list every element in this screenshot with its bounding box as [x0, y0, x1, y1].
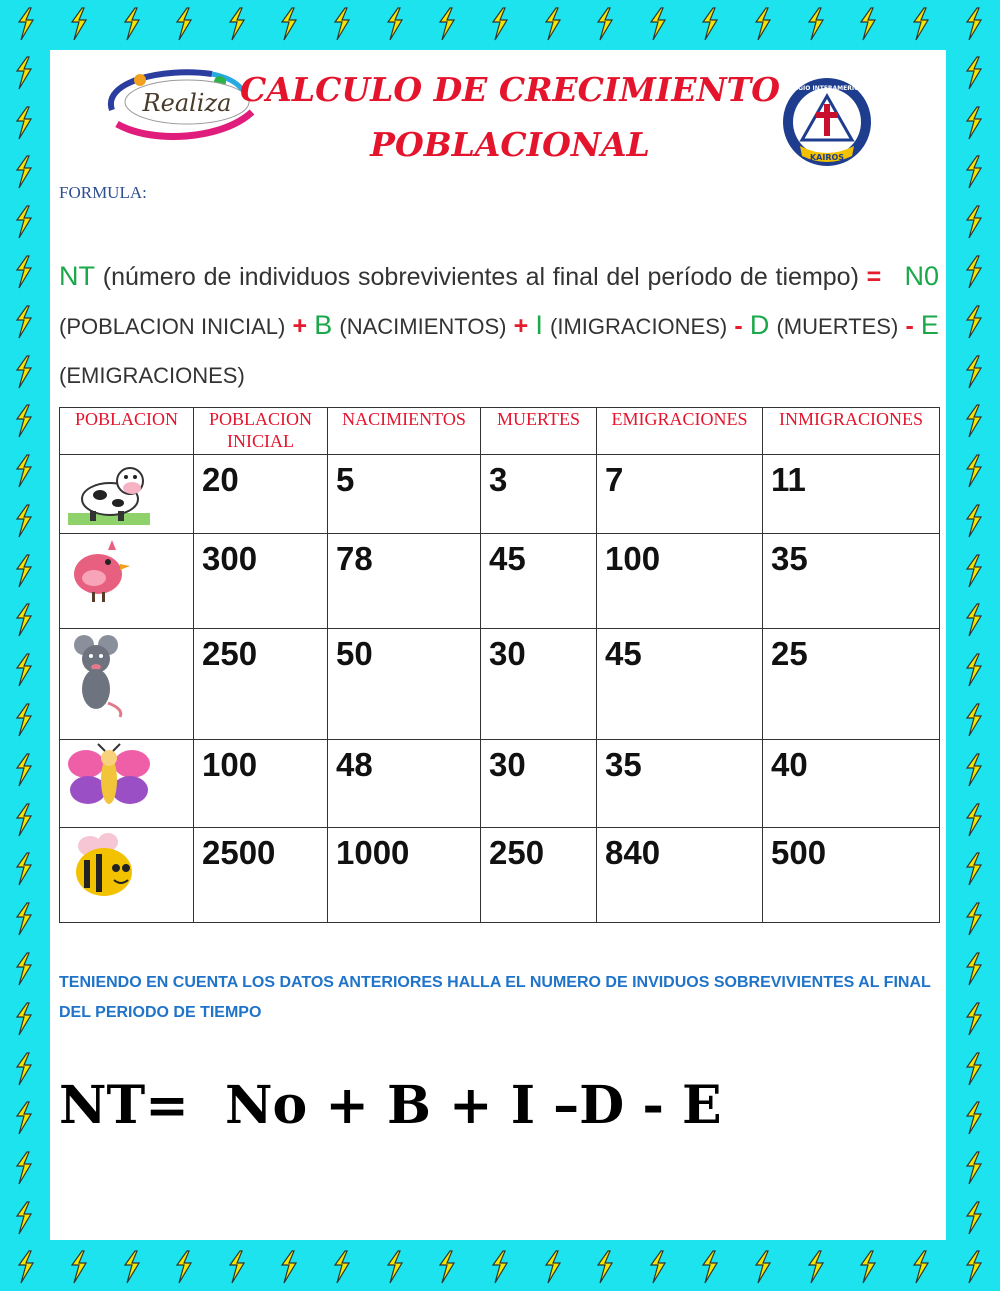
lightning-bolt-icon — [963, 952, 985, 986]
operator-equals: = — [866, 263, 882, 291]
lightning-bolt-icon — [963, 255, 985, 289]
lightning-bolt-icon — [13, 603, 35, 637]
lightning-bolt-icon — [13, 1151, 35, 1185]
lightning-bolt-icon — [963, 454, 985, 488]
lightning-bolt-icon — [857, 7, 879, 41]
cell-value: 50 — [328, 629, 481, 740]
lightning-bolt-icon — [963, 902, 985, 936]
cell-value: 3 — [481, 455, 597, 534]
cell-value: 100 — [597, 534, 763, 629]
lightning-bolt-icon — [594, 7, 616, 41]
header-nacimientos: NACIMIENTOS — [328, 408, 481, 455]
seal-text: KAIROS — [809, 153, 845, 162]
lightning-bolt-icon — [15, 7, 37, 41]
seal-ring-text: COLEGIO INTERAMERICANO — [780, 85, 874, 92]
cell-value: 25 — [763, 629, 940, 740]
d-description: (MUERTES) — [776, 314, 899, 339]
table-row — [60, 828, 940, 923]
table-row — [60, 629, 940, 740]
lightning-bolt-icon — [436, 1250, 458, 1284]
lightning-bolt-icon — [13, 1052, 35, 1086]
cell-value: 250 — [481, 828, 597, 923]
lightning-bolt-icon — [752, 7, 774, 41]
border-right — [950, 48, 998, 1243]
lightning-bolt-icon — [963, 106, 985, 140]
lightning-bolt-icon — [857, 1250, 879, 1284]
cell-value: 11 — [763, 455, 940, 534]
lightning-bolt-icon — [910, 1250, 932, 1284]
lightning-bolt-icon — [13, 852, 35, 886]
lightning-bolt-icon — [13, 205, 35, 239]
table-header-row — [60, 408, 940, 455]
cell-value: 48 — [328, 740, 481, 828]
n0-description: (POBLACION INICIAL) — [59, 314, 286, 339]
title-line-2: POBLACIONAL — [370, 125, 650, 164]
lightning-bolt-icon — [278, 1250, 300, 1284]
lightning-bolt-icon — [963, 355, 985, 389]
lightning-bolt-icon — [13, 703, 35, 737]
lightning-bolt-icon — [13, 255, 35, 289]
lightning-bolt-icon — [963, 703, 985, 737]
lightning-bolt-icon — [331, 7, 353, 41]
lightning-bolt-icon — [13, 106, 35, 140]
cell-value: 20 — [194, 455, 328, 534]
lightning-bolt-icon — [13, 753, 35, 787]
lightning-bolt-icon — [542, 7, 564, 41]
cell-value: 2500 — [194, 828, 328, 923]
header-emigraciones: EMIGRACIONES — [597, 408, 763, 455]
lightning-bolt-icon — [13, 155, 35, 189]
rat-icon — [64, 631, 130, 719]
cell-value: 840 — [597, 828, 763, 923]
lightning-bolt-icon — [13, 554, 35, 588]
cell-value: 1000 — [328, 828, 481, 923]
lightning-bolt-icon — [13, 56, 35, 90]
header-poblacion-inicial: POBLACION INICIAL — [194, 408, 328, 455]
formula-label: FORMULA: — [59, 183, 147, 202]
lightning-bolt-icon — [68, 1250, 90, 1284]
border-left — [0, 48, 48, 1243]
cell-value: 30 — [481, 740, 597, 828]
lightning-bolt-icon — [647, 7, 669, 41]
lightning-bolt-icon — [226, 1250, 248, 1284]
lightning-bolt-icon — [963, 753, 985, 787]
butterfly-icon — [64, 742, 154, 810]
operator-plus-2: + — [513, 312, 529, 340]
animal-cell — [60, 534, 194, 629]
lightning-bolt-icon — [13, 1101, 35, 1135]
cell-value: 45 — [597, 629, 763, 740]
symbol-b: B — [314, 310, 333, 340]
lightning-bolt-icon — [436, 7, 458, 41]
lightning-bolt-icon — [13, 902, 35, 936]
lightning-bolt-icon — [489, 1250, 511, 1284]
header-muertes: MUERTES — [481, 408, 597, 455]
border-bottom — [0, 1243, 1000, 1291]
lightning-bolt-icon — [963, 56, 985, 90]
lightning-bolt-icon — [121, 7, 143, 41]
header-inmigraciones: INMIGRACIONES — [763, 408, 940, 455]
lightning-bolt-icon — [13, 454, 35, 488]
operator-plus-1: + — [292, 312, 308, 340]
lightning-bolt-icon — [963, 1101, 985, 1135]
animal-cell — [60, 740, 194, 828]
lightning-bolt-icon — [963, 305, 985, 339]
lightning-bolt-icon — [13, 504, 35, 538]
animal-cell — [60, 828, 194, 923]
lightning-bolt-icon — [489, 7, 511, 41]
lightning-bolt-icon — [963, 1151, 985, 1185]
lightning-bolt-icon — [121, 1250, 143, 1284]
symbol-i: I — [535, 310, 543, 340]
cell-value: 100 — [194, 740, 328, 828]
lightning-bolt-icon — [963, 404, 985, 438]
lightning-bolt-icon — [963, 852, 985, 886]
bird-icon — [64, 536, 134, 606]
symbol-n0: N0 — [904, 261, 939, 291]
cell-value: 45 — [481, 534, 597, 629]
lightning-bolt-icon — [963, 1250, 985, 1284]
table-row — [60, 455, 940, 534]
lightning-bolt-icon — [963, 205, 985, 239]
lightning-bolt-icon — [963, 1002, 985, 1036]
worksheet — [50, 50, 946, 1240]
school-seal-logo — [772, 76, 882, 168]
nt-equation: NT= No + B + I –D - E — [59, 1075, 722, 1136]
lightning-bolt-icon — [963, 603, 985, 637]
lightning-bolt-icon — [173, 1250, 195, 1284]
cell-value: 300 — [194, 534, 328, 629]
lightning-bolt-icon — [963, 653, 985, 687]
cell-value: 78 — [328, 534, 481, 629]
operator-minus-1: - — [734, 312, 743, 340]
lightning-bolt-icon — [13, 305, 35, 339]
formula-definition — [59, 252, 939, 400]
lightning-bolt-icon — [331, 1250, 353, 1284]
nt-description: (número de individuos sobrevivientes al final del período de tiempo) — [95, 263, 867, 291]
lightning-bolt-icon — [13, 1201, 35, 1235]
title-line-1: CALCULO DE CRECIMIENTO — [240, 70, 780, 109]
lightning-bolt-icon — [963, 155, 985, 189]
lightning-bolt-icon — [173, 7, 195, 41]
lightning-bolt-icon — [384, 7, 406, 41]
lightning-bolt-icon — [15, 1250, 37, 1284]
lightning-bolt-icon — [13, 404, 35, 438]
instruction-text: TENIENDO EN CUENTA LOS DATOS ANTERIORES HALLA EL NUMERO DE INVIDUOS SOBREVIVIENTES AL FINAL DEL PERIODO DE TIEMPO — [59, 974, 931, 1021]
cell-value: 35 — [597, 740, 763, 828]
cell-value: 30 — [481, 629, 597, 740]
lightning-bolt-icon — [805, 7, 827, 41]
cow-icon — [64, 457, 154, 529]
lightning-bolt-icon — [963, 1201, 985, 1235]
i-description: (IMIGRACIONES) — [550, 314, 728, 339]
header-poblacion: POBLACION — [60, 408, 194, 455]
lightning-bolt-icon — [68, 7, 90, 41]
symbol-d: D — [749, 310, 770, 340]
lightning-bolt-icon — [963, 554, 985, 588]
lightning-bolt-icon — [13, 355, 35, 389]
cell-value: 500 — [763, 828, 940, 923]
cell-value: 40 — [763, 740, 940, 828]
page-title — [230, 62, 790, 172]
lightning-bolt-icon — [13, 803, 35, 837]
realiza-logo-text: Realiza — [142, 89, 232, 117]
lightning-bolt-icon — [805, 1250, 827, 1284]
lightning-bolt-icon — [13, 1002, 35, 1036]
animal-cell — [60, 629, 194, 740]
symbol-e: E — [920, 310, 939, 340]
lightning-bolt-icon — [963, 803, 985, 837]
lightning-bolt-icon — [910, 7, 932, 41]
lightning-bolt-icon — [752, 1250, 774, 1284]
bee-icon — [64, 830, 144, 900]
population-table — [59, 407, 940, 923]
lightning-bolt-icon — [384, 1250, 406, 1284]
symbol-nt: NT — [59, 261, 95, 291]
cell-value: 250 — [194, 629, 328, 740]
lightning-bolt-icon — [594, 1250, 616, 1284]
b-description: (NACIMIENTOS) — [339, 314, 507, 339]
animal-cell — [60, 455, 194, 534]
lightning-bolt-icon — [647, 1250, 669, 1284]
lightning-bolt-icon — [13, 952, 35, 986]
lightning-bolt-icon — [699, 7, 721, 41]
cell-value: 5 — [328, 455, 481, 534]
lightning-bolt-icon — [542, 1250, 564, 1284]
border-top — [0, 0, 1000, 48]
operator-minus-2: - — [905, 312, 914, 340]
cell-value: 35 — [763, 534, 940, 629]
table-row — [60, 740, 940, 828]
lightning-bolt-icon — [278, 7, 300, 41]
lightning-bolt-icon — [699, 1250, 721, 1284]
cell-value: 7 — [597, 455, 763, 534]
lightning-bolt-icon — [963, 7, 985, 41]
lightning-bolt-icon — [13, 653, 35, 687]
table-row — [60, 534, 940, 629]
lightning-bolt-icon — [226, 7, 248, 41]
e-description: (EMIGRACIONES) — [59, 363, 245, 388]
lightning-bolt-icon — [963, 504, 985, 538]
lightning-bolt-icon — [963, 1052, 985, 1086]
